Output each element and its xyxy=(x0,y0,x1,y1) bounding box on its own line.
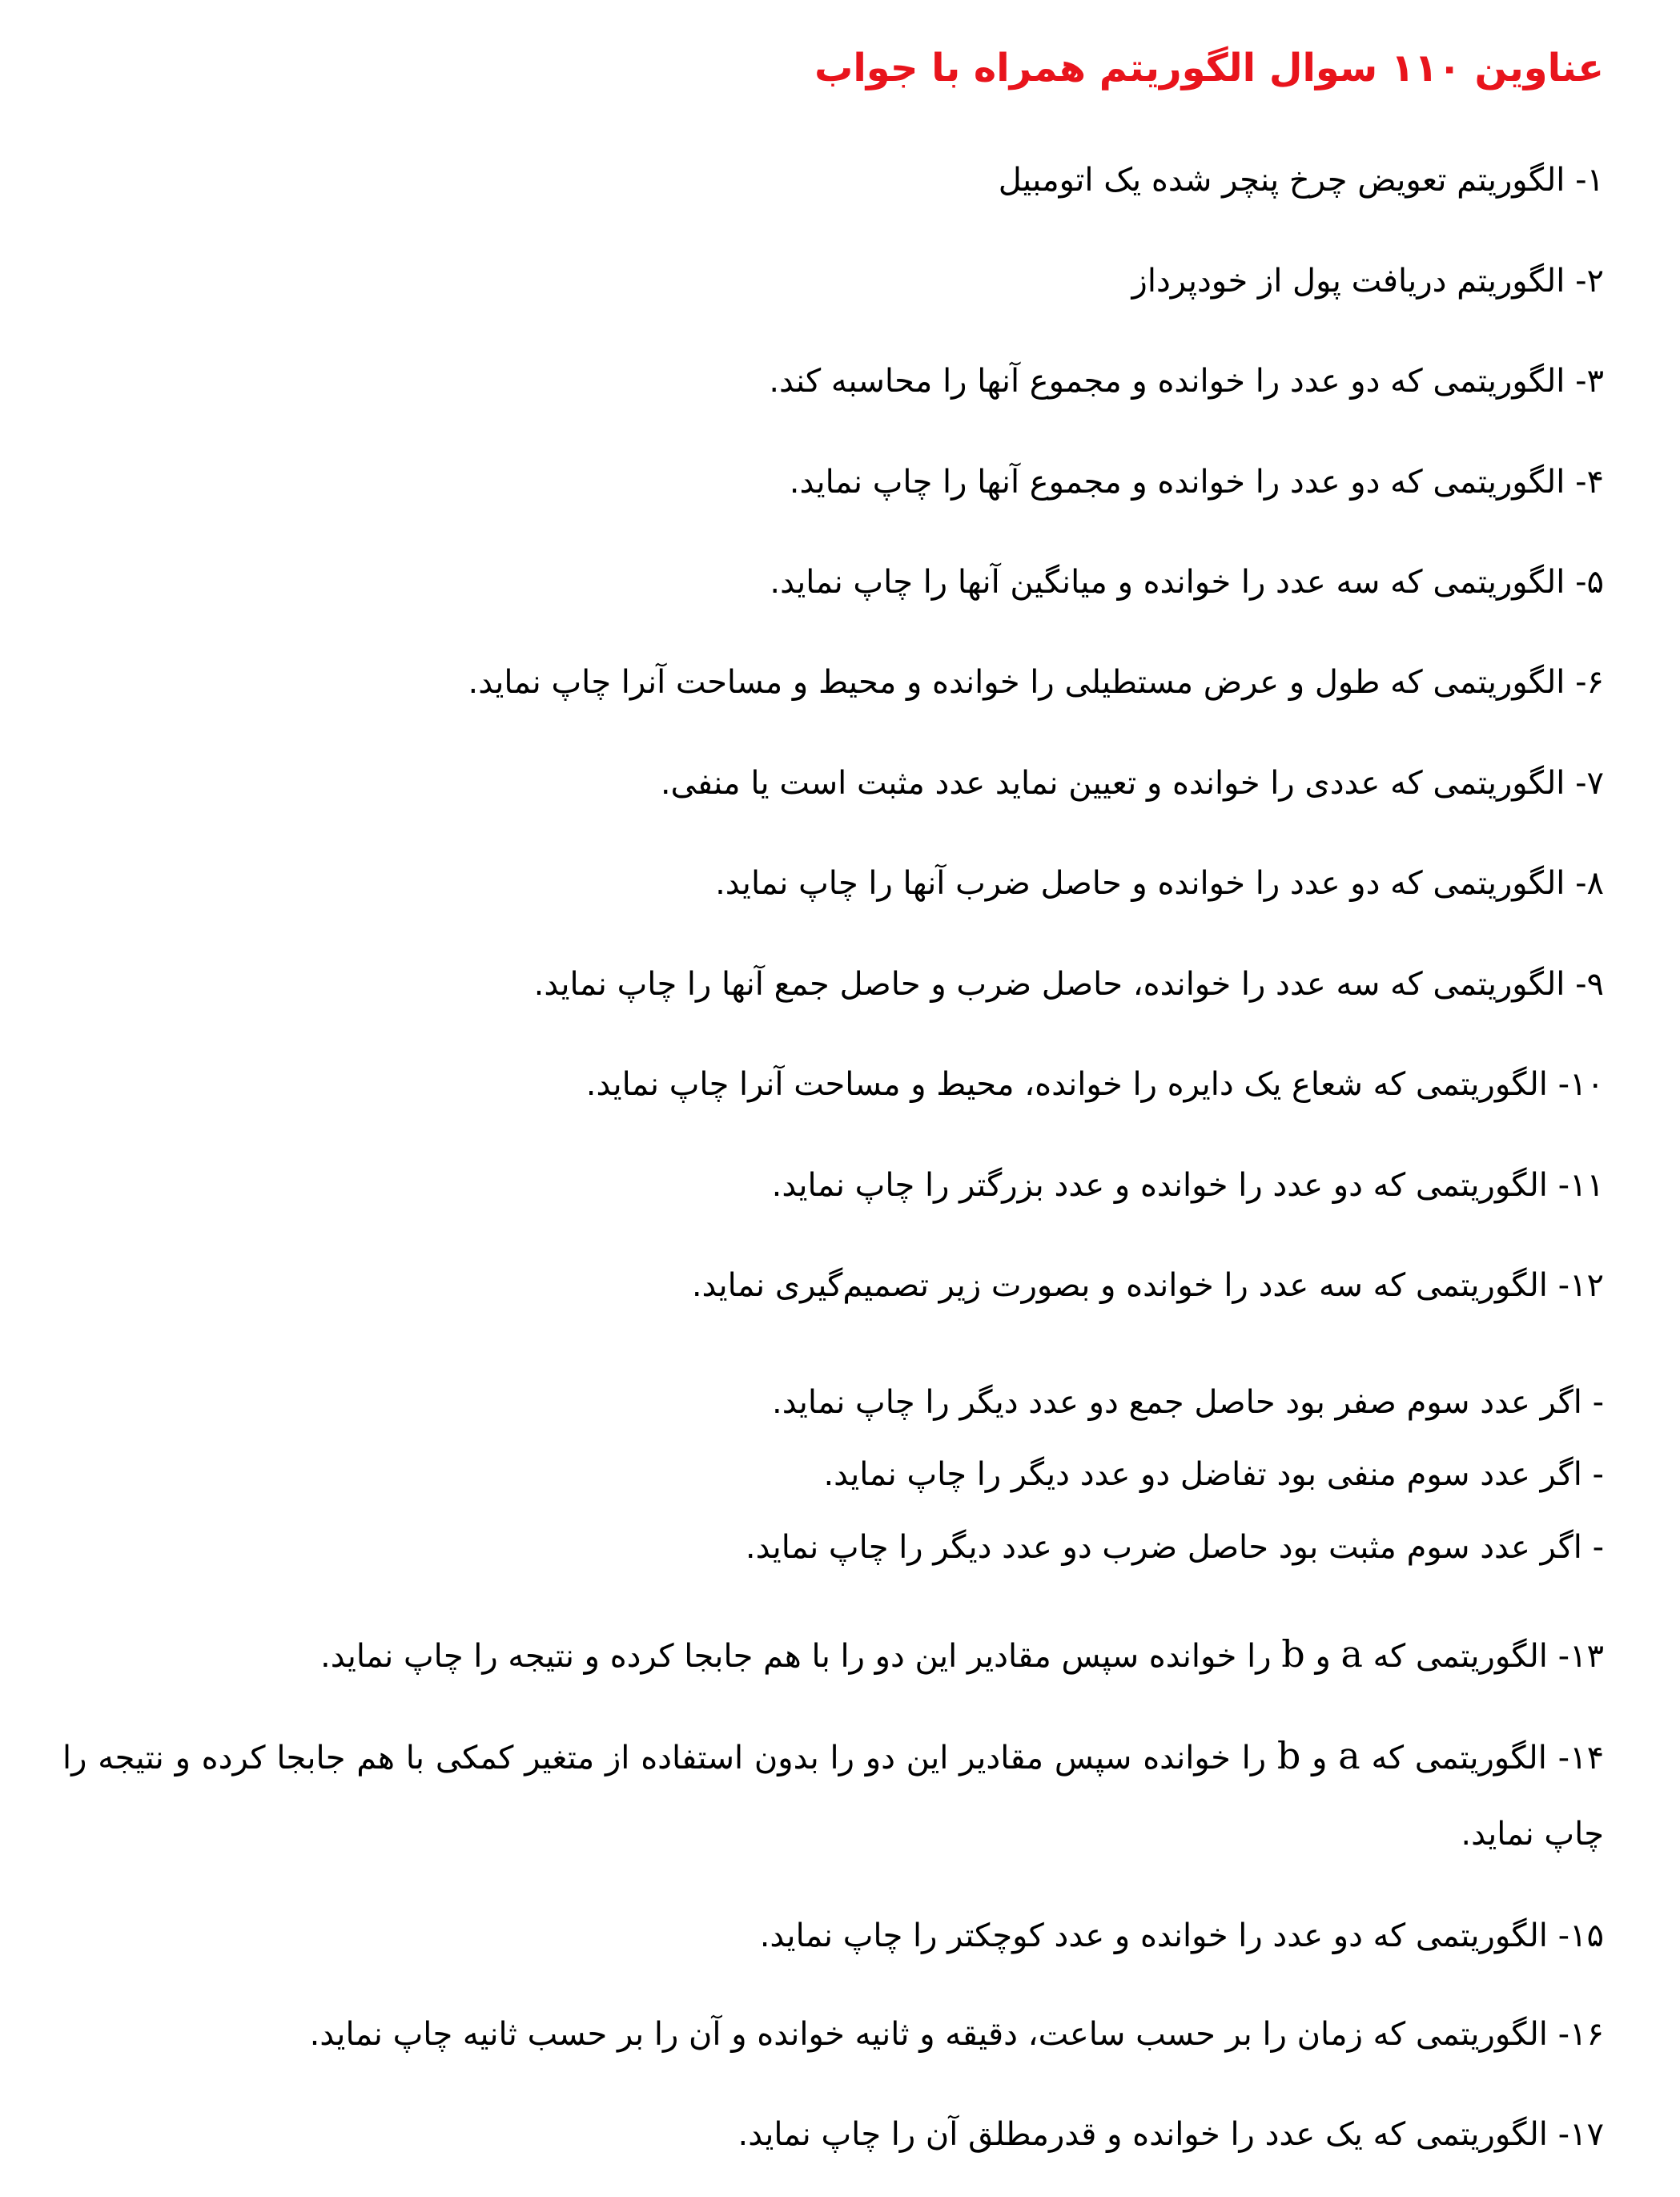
item13-prefix: ۱۳- الگوریتمی که xyxy=(1373,1638,1604,1675)
list-item-9: ۹- الگوریتمی که سه عدد را خوانده، حاصل ضرب و حاصل جمع آنها را چاپ نماید. xyxy=(533,966,1604,1003)
list-item-4: ۴- الگوریتمی که دو عدد را خوانده و مجموع آنها را چاپ نماید. xyxy=(789,464,1604,501)
item14-var-a: a xyxy=(1338,1734,1360,1777)
list-item-16: ۱۶- الگوریتمی که زمان را بر حسب ساعت، دقیقه و ثانیه خوانده و آن را بر حسب ثانیه چاپ نماید. xyxy=(309,2016,1604,2053)
list-item-12: ۱۲- الگوریتمی که سه عدد را خوانده و بصورت زیر تصمیم‌گیری نماید. xyxy=(691,1267,1604,1304)
list-item-17: ۱۷- الگوریتمی که یک عدد را خوانده و قدرمطلق آن را چاپ نماید. xyxy=(738,2116,1604,2153)
item13-var-a: a xyxy=(1340,1632,1363,1676)
list-item-7: ۷- الگوریتمی که عددی را خوانده و تعیین نماید عدد مثبت است یا منفی. xyxy=(660,765,1604,802)
list-item-10: ۱۰- الگوریتمی که شعاع یک دایره را خوانده، محیط و مساحت آنرا چاپ نماید. xyxy=(585,1066,1604,1103)
list-item-3: ۳- الگوریتمی که دو عدد را خوانده و مجموع آنها را محاسبه کند. xyxy=(769,363,1604,400)
list-item-5: ۵- الگوریتمی که سه عدد را خوانده و میانگین آنها را چاپ نماید. xyxy=(770,564,1604,601)
list-item-13 xyxy=(66,1630,1604,1680)
list-item-2: ۲- الگوریتم دریافت پول از خودپرداز xyxy=(1131,263,1604,300)
item14-rest: را خوانده سپس مقادیر این دو را بدون استفاده از متغیر کمکی با هم جابجا کرده و نتیجه را چاپ نماید. xyxy=(62,1740,1604,1853)
list-item-14 xyxy=(62,1718,1604,1873)
list-item-11: ۱۱- الگوریتمی که دو عدد را خوانده و عدد بزرگتر را چاپ نماید. xyxy=(771,1167,1604,1204)
item13-var-b: b xyxy=(1281,1632,1305,1676)
sub-item-3: - اگر عدد سوم مثبت بود حاصل ضرب دو عدد دیگر را چاپ نماید. xyxy=(745,1529,1604,1566)
sub-item-1: - اگر عدد سوم صفر بود حاصل جمع دو عدد دیگر را چاپ نماید. xyxy=(772,1384,1604,1421)
list-item-15: ۱۵- الگوریتمی که دو عدد را خوانده و عدد کوچکتر را چاپ نماید. xyxy=(759,1917,1604,1954)
item14-var-b: b xyxy=(1276,1734,1301,1777)
item14-prefix: ۱۴- الگوریتمی که xyxy=(1371,1740,1605,1777)
item13-rest: را خوانده سپس مقادیر این دو را با هم جابجا کرده و نتیجه را چاپ نماید. xyxy=(320,1638,1272,1675)
list-item-6: ۶- الگوریتمی که طول و عرض مستطیلی را خوانده و محیط و مساحت آنرا چاپ نماید. xyxy=(468,664,1604,701)
page-title: عناوین ۱۱۰ سوال الگوریتم همراه با جواب xyxy=(814,46,1604,91)
item13-and: و xyxy=(1315,1638,1331,1675)
sub-item-2: - اگر عدد سوم منفی بود تفاضل دو عدد دیگر را چاپ نماید. xyxy=(823,1456,1604,1493)
list-item-1: ۱- الگوریتم تعویض چرخ پنچر شده یک اتومبیل xyxy=(998,162,1604,199)
list-item-8: ۸- الگوریتمی که دو عدد را خوانده و حاصل ضرب آنها را چاپ نماید. xyxy=(715,865,1604,902)
item14-and: و xyxy=(1312,1740,1328,1777)
